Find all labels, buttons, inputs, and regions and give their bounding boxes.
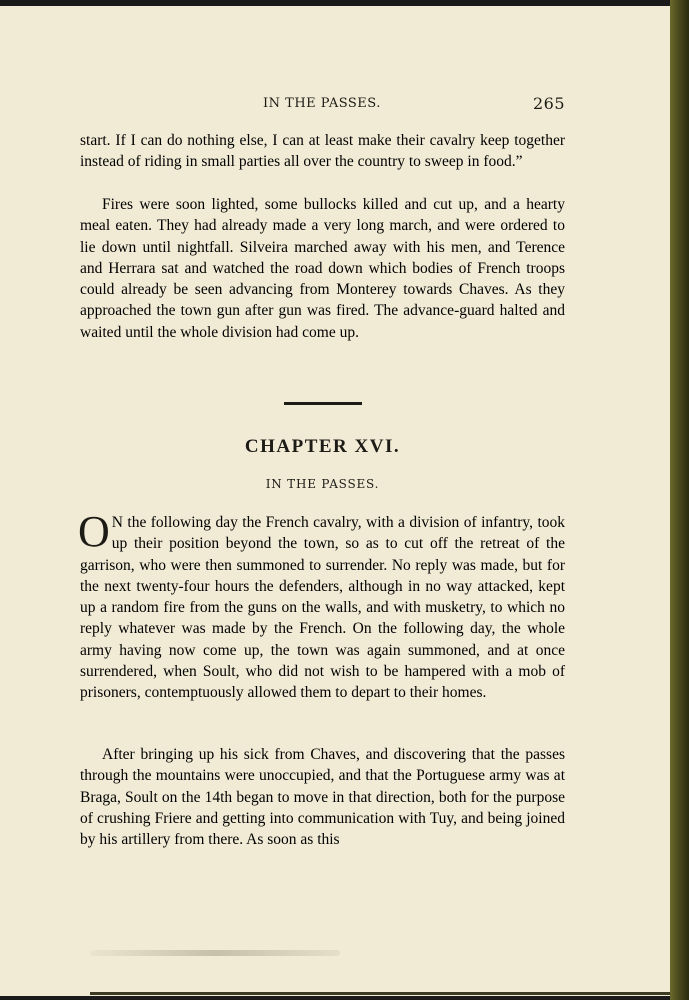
book-page xyxy=(0,6,670,996)
chapter-subtitle: IN THE PASSES. xyxy=(265,477,380,491)
chapter-opening-paragraph xyxy=(78,507,565,704)
chapter-opening-text: N the following day the French cavalry, with a division of infantry, took up their position beyond the town, so as to cut off the retreat of the garrison, who were then summoned to surrender. No reply was made, but for the next twenty-four hours the defenders, although in no way attacked, kept up a random fire from the guns on the walls, and with musketry, to which no reply whatever was made by the French. On the following day, the whole army having now come up, the town was again summoned, and at once surrendered, when Soult, who did not wish to be hampered with a mob of prisoners, contemptuously allowed them to depart to their homes. xyxy=(80,514,565,702)
page-number: 265 xyxy=(532,94,565,113)
running-head xyxy=(80,94,565,116)
page-smudge xyxy=(90,950,340,956)
paragraph-fires: Fires were soon lighted, some bullocks killed and cut up, and a hearty meal eaten. They had already made a very long march, and were ordered to lie down until nightfall. Silveira marched away with his men, and Terence and Herrara sat and watched the road down which bodies of French troops could already be seen advancing from Monterey towards Chaves. As they approached the town gun after gun was fired. The advance-guard halted and waited until the whole division had come up. xyxy=(80,196,565,341)
section-divider-rule xyxy=(284,402,362,405)
paragraph-continued: start. If I can do nothing else, I can at least make their cavalry keep together instead of riding in small parties all over the country to sweep in food.” xyxy=(80,132,565,171)
book-spine-edge xyxy=(670,0,689,1000)
chapter-heading: CHAPTER XVI. xyxy=(244,436,401,457)
running-title: IN THE PASSES. xyxy=(263,96,381,111)
paragraph-after-bringing: After bringing up his sick from Chaves, and discovering that the passes through the mountains were unoccupied, and that the Portuguese army was at Braga, Soult on the 14th began to move in that direction, both for the purpose of crushing Friere and getting into communication with Tuy, and being joined by his artillery from there. As soon as this xyxy=(80,746,565,849)
page-bottom-edge xyxy=(90,992,670,995)
drop-cap: O xyxy=(78,507,110,556)
